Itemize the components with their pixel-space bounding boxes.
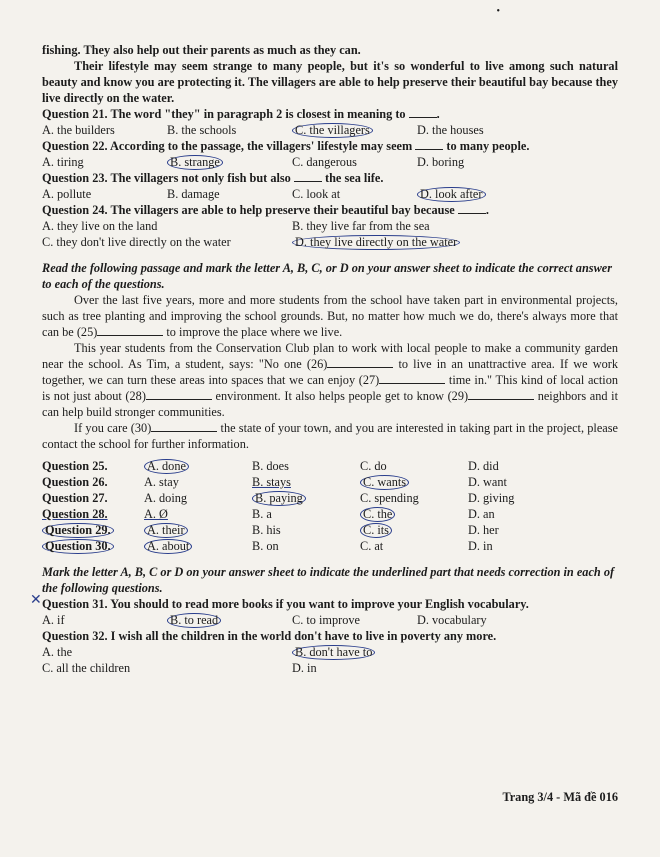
passage-paragraph-2: Their lifestyle may seem strange to many people, but it's so wonderful to live among such natural beauty and know you are protecting it. The villagers are able to help preserve their beautiful bay because they live directly on the water. <box>42 59 618 105</box>
q21-option-b: B. the schools <box>167 123 237 137</box>
instruction-reading: Read the following passage and mark the letter A, B, C, or D on your answer sheet to indicate the correct answer to each of the questions. <box>42 261 613 291</box>
q22-option-d: D. boring <box>417 155 465 169</box>
question-32-options-row2: C. all the children D. in <box>42 661 317 675</box>
options-row-30: Question 30. A. about B. on C. at D. in <box>42 538 618 554</box>
options-row-27: Question 27. A. doing B. paying C. spending D. giving <box>42 491 515 505</box>
question-24-options-row1 <box>42 218 618 234</box>
cross-mark-icon: ✕ <box>30 593 42 608</box>
cloze-paragraph-2: This year students from the Conservation Club plan to work with local people to make a community garden near the school. As Tim, a student, says: "No one (26) to live in an unattractive area. If we work together, we can turn these areas into spaces that we can enjoy (27) time in." This kind of local action is not just about (28) environment. It also helps people get to know (29) neighbors and it can help build stronger communities. <box>42 341 618 419</box>
cloze-paragraph-1: Over the last five years, more and more students from the school have taken part in environmental projects, such as tree planting and improving the school grounds. But, no matter how much we do, there's always more that can be (25) to improve the place where we live. <box>42 293 618 339</box>
question-31: Question 31. You should to read more books if you want to improve your English vocabulary. <box>42 597 529 611</box>
q21-option-d: D. the houses <box>417 123 484 137</box>
q24-option-b: B. they live far from the sea <box>292 219 430 233</box>
q23-option-a: A. pollute <box>42 187 92 201</box>
q21-option-a: A. the builders <box>42 123 115 137</box>
page-footer: Trang 3/4 - Mã đề 016 <box>502 790 618 804</box>
exam-body <box>42 42 618 676</box>
passage-continuation: fishing. They also help out their parents as much as they can. <box>42 43 361 57</box>
corner-dot: • <box>496 6 500 17</box>
question-22: Question 22. According to the passage, the villagers' lifestyle may seem to many people. <box>42 139 530 153</box>
q21-option-c: C. the villagers <box>292 122 417 138</box>
question-24: Question 24. The villagers are able to help preserve their beautiful bay because . <box>42 203 489 217</box>
q23-option-b: B. damage <box>167 187 220 201</box>
q22-option-c: C. dangerous <box>292 155 357 169</box>
question-21: Question 21. The word "they" in paragraph 2 is closest in meaning to . <box>42 107 440 121</box>
instruction-error-correction: Mark the letter A, B, C or D on your answer sheet to indicate the underlined part that needs correction in each of the following questions. <box>42 565 615 595</box>
q23-option-c: C. look at <box>292 187 341 201</box>
question-32-options-row1: A. the B. don't have to <box>42 644 618 660</box>
options-row-28: Question 28. A. Ø B. a C. the D. an <box>42 507 495 521</box>
q24-option-c: C. they don't live directly on the water <box>42 235 231 249</box>
cloze-paragraph-3: If you care (30) the state of your town, and you are interested in taking part in the project, please contact the school for further information. <box>42 421 618 451</box>
q23-option-d: D. look after <box>417 186 542 202</box>
q22-option-b: B. strange <box>167 154 292 170</box>
cloze-options-table <box>42 458 618 554</box>
options-row-29: Question 29. A. their B. his C. its D. her <box>42 522 618 538</box>
question-32: Question 32. I wish all the children in the world don't have to live in poverty any more. <box>42 629 497 643</box>
q24-option-a: A. they live on the land <box>42 219 158 233</box>
question-24-options-row2 <box>42 234 618 250</box>
q22-option-a: A. tiring <box>42 155 84 169</box>
options-row-25: Question 25. A. done B. does C. do D. did <box>42 459 499 473</box>
question-23: Question 23. The villagers not only fish but also the sea life. <box>42 171 384 185</box>
options-row-26: Question 26. A. stay B. stays C. wants D. want <box>42 475 507 489</box>
question-23-options <box>42 186 618 202</box>
question-21-options <box>42 122 618 138</box>
question-22-options <box>42 154 618 170</box>
question-31-options: A. if B. to read C. to improve D. vocabulary <box>42 613 487 627</box>
q24-option-d: D. they live directly on the water <box>292 234 542 250</box>
